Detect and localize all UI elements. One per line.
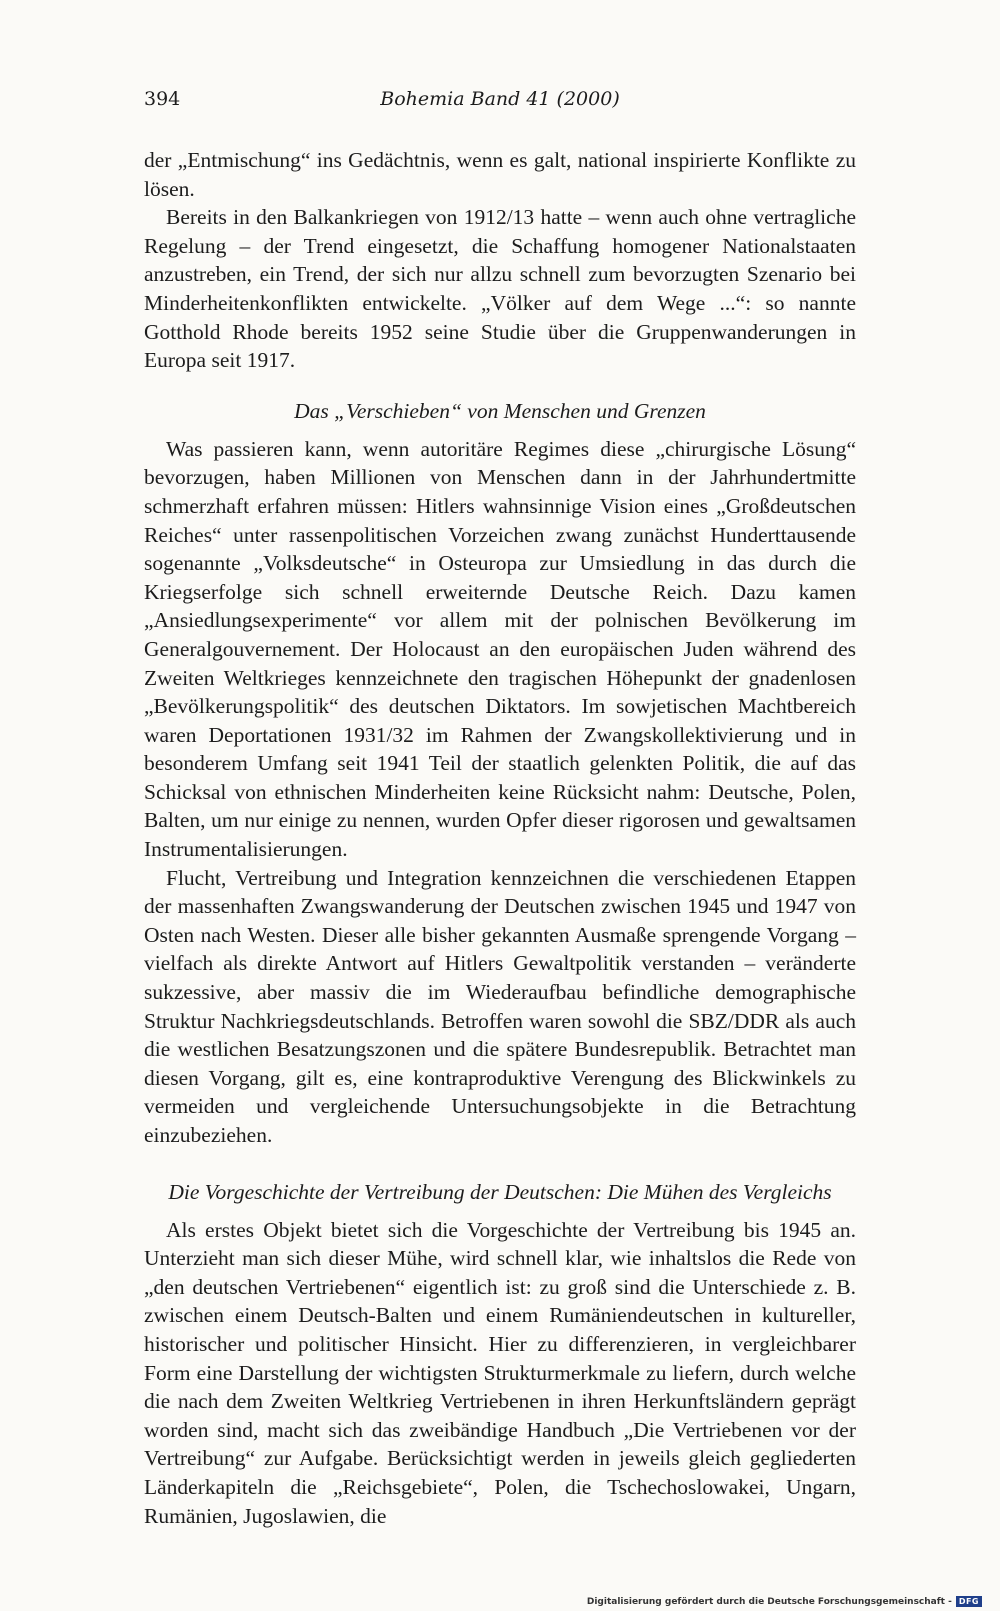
page-header xyxy=(144,88,856,118)
paragraph: Flucht, Vertreibung und Integration kennzeichnen die verschiedenen Etappen der massenhaften Zwangswanderung der Deutschen zwischen 1945 und 1947 von Osten nach Westen. Dieser alle bisher gekannten Ausmaße sprengende Vorgang – vielfach als direkte Antwort auf Hitlers Gewaltpolitik verstanden – veränderte sukzessive, aber massiv die im Wiederaufbau befindliche demographische Struktur Nachkriegsdeutschlands. Betroffen waren sowohl die SBZ/DDR als auch die westlichen Besatzungszonen und die spätere Bundesrepublik. Betrachtet man diesen Vorgang, gilt es, eine kontraproduktive Verengung des Blickwinkels zu vermeiden und vergleichende Untersuchungsobjekte in die Betrachtung einzubeziehen. xyxy=(144,865,856,1147)
paragraph: Bereits in den Balkankriegen von 1912/13 hatte – wenn auch ohne vertragliche Regelung – der Trend eingesetzt, die Schaffung homogener Nationalstaaten anzustreben, ein Trend, der sich nur allzu schnell zum bevorzugten Szenario bei Minderheitenkonflikten entwickelte. „Völker auf dem Wege ...“: so nannte Gotthold Rhode bereits 1952 seine Studie über die Gruppenwanderungen in Europa seit 1917. xyxy=(144,205,856,373)
digitization-footer xyxy=(587,1596,982,1607)
article-body xyxy=(144,146,856,1530)
running-head: Bohemia Band 41 (2000) xyxy=(380,88,620,110)
section-heading: Die Vorgeschichte der Vertreibung der Deutschen: Die Mühen des Vergleichs xyxy=(168,1179,832,1204)
paragraph: Was passieren kann, wenn autoritäre Regimes diese „chirurgische Lösung“ bevorzugen, haben Millionen von Menschen dann in der Jahrhundertmitte schmerzhaft erfahren müssen: Hitlers wahnsinnige Vision eines „Großdeutschen Reiches“ unter rassenpolitischen Vorzeichen zwang zunächst Hunderttausende sogenannte „Volksdeutsche“ in Osteuropa zur Umsiedlung in das durch die Kriegserfolge sich schnell erweiternde Deutsche Reich. Dazu kamen „Ansiedlungsexperimente“ vor allem mit der polnischen Bevölkerung im Generalgouvernement. Der Holocaust an den europäischen Juden während des Zweiten Weltkrieges kennzeichnete den tragischen Höhepunkt der gnadenlosen „Bevölkerungspolitik“ des deutschen Diktators. Im sowjetischen Machtbereich waren Deportationen 1931/32 im Rahmen der Zwangskollektivierung und in besonderem Umfang seit 1941 Teil der staatlich gelenkten Politik, die auf das Schicksal von ethnischen Minderheiten keine Rücksicht nahm: Deutsche, Polen, Balten, um nur einige zu nennen, wurden Opfer dieser rigorosen und gewaltsamen Instrumentalisierungen. xyxy=(144,436,856,862)
paragraph: Als erstes Objekt bietet sich die Vorgeschichte der Vertreibung bis 1945 an. Unterzieht man sich dieser Mühe, wird schnell klar, wie inhaltslos die Rede von „den deutschen Vertriebenen“ eigentlich ist: zu groß sind die Unterschiede z. B. zwischen einem Deutsch-Balten und einem Rumäniendeutschen in kultureller, historischer und politischer Hinsicht. Hier zu differenzieren, in vergleichbarer Form eine Darstellung der wichtigsten Strukturmerkmale zu liefern, durch welche die nach dem Zweiten Weltkrieg Vertriebenen in ihren Herkunftsländern geprägt worden sind, macht sich das zweibändige Handbuch „Die Vertriebenen vor der Vertreibung“ zur Aufgabe. Berücksichtigt werden in jeweils gleich gegliederten Länderkapiteln die „Reichsgebiete“, Polen, die Tschechoslowakei, Ungarn, Rumänien, Jugoslawien, die xyxy=(144,1217,856,1528)
section-heading: Das „Verschieben“ von Menschen und Grenzen xyxy=(294,398,706,423)
page-number: 394 xyxy=(144,88,181,110)
footer-text: Digitalisierung gefördert durch die Deutsche Forschungsgemeinschaft - xyxy=(586,1596,952,1607)
paragraph: der „Entmischung“ ins Gedächtnis, wenn es galt, national inspirierte Konflikte zu lösen. xyxy=(144,148,856,201)
dfg-logo-icon: DFG xyxy=(956,1596,982,1607)
